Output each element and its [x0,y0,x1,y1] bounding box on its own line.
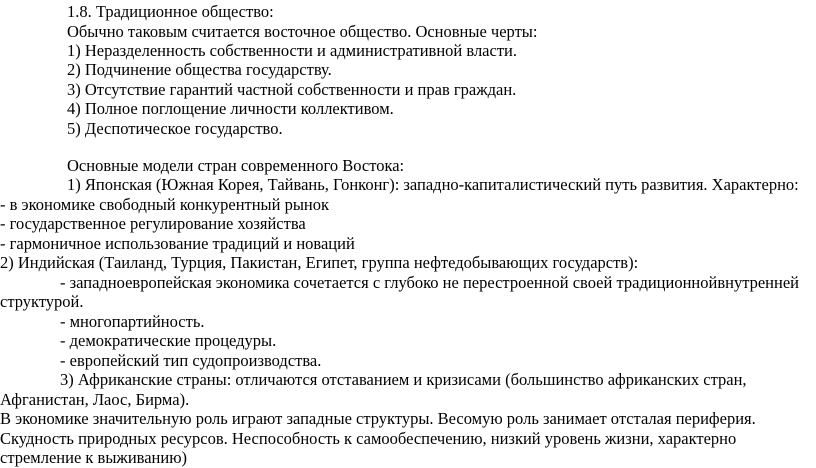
model-3-economy-line: В экономике значительную роль играют западные структуры. Весомую роль занимает отсталая периферия. [0,409,756,429]
feature-item-4: 4) Полное поглощение личности коллективом. [67,99,394,119]
model-1-point-1: - в экономике свободный конкурентный рынок [0,194,330,214]
model-2-point-2: - многопартийность. [60,311,205,331]
model-1-point-2: - государственное регулирование хозяйства [0,214,306,234]
model-2-point-3: - демократические процедуры. [60,331,277,351]
model-1-line: 1) Японская (Южная Корея, Тайвань, Гонконг): западно-капиталистический путь развития. Характерно: [67,175,799,195]
feature-item-1: 1) Неразделенность собственности и административной власти. [67,40,517,60]
model-2-point-4: - европейский тип судопроизводства. [60,350,322,370]
model-3-line: 3) Африканские страны: отличаются отставанием и кризисами (большинство африканских стран, [60,370,747,390]
model-3-resources-cont: стремление к выживанию) [0,448,188,467]
model-2-point-1: - западноевропейская экономика сочетается с глубоко не перестроенной своей традиционнойвнутренней [60,272,799,292]
model-3-resources-line: Скудность природных ресурсов. Неспособность к самообеспечению, низкий уровень жизни, характерно [0,428,737,448]
feature-item-5: 5) Деспотическое государство. [67,118,283,138]
feature-item-3: 3) Отсутствие гарантий частной собственности и прав граждан. [67,79,517,99]
intro-line: Обычно таковым считается восточное общество. Основные черты: [67,21,538,41]
models-heading: Основные модели стран современного Востока: [67,156,405,175]
model-2-point-1-cont: структурой. [0,292,84,312]
model-3-line-cont: Афганистан, Лаос, Бирма). [0,389,190,409]
section-heading: 1.8. Традиционное общество: [67,2,274,21]
feature-item-2: 2) Подчинение общества государству. [67,60,332,80]
model-1-point-3: - гармоничное использование традиций и новаций [0,233,355,253]
model-2-line: 2) Индийская (Таиланд, Турция, Пакистан, Египет, группа нефтедобывающих государств): [0,253,639,273]
